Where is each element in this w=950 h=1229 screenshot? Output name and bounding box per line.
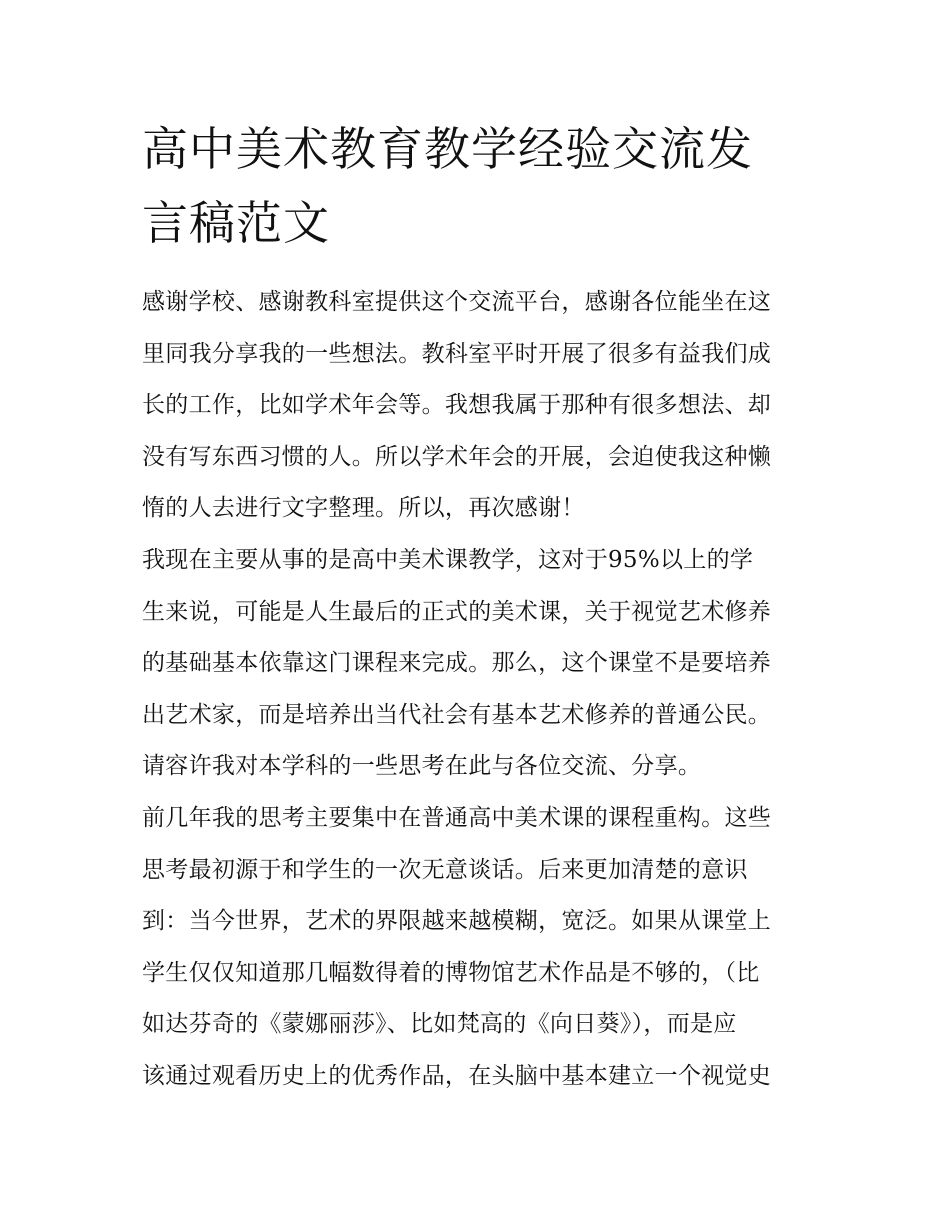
- text-line: 惰的人去进行文字整理。所以，再次感谢！: [142, 495, 585, 522]
- text-line: 前几年我的思考主要集中在普通高中美术课的课程重构。这些: [142, 804, 772, 831]
- text-line: 学生仅仅知道那几幅数得着的博物馆艺术作品是不够的，（比: [142, 959, 760, 986]
- text-line: 请容许我对本学科的一些思考在此与各位交流、分享。: [142, 753, 702, 780]
- title-line: 言稿范文: [142, 196, 330, 250]
- text-line: 感谢学校、感谢教科室提供这个交流平台，感谢各位能坐在这: [142, 289, 772, 315]
- text-line: 到：当今世界，艺术的界限越来越模糊，宽泛。如果从课堂上: [142, 908, 772, 935]
- text-line: 里同我分享我的一些想法。教科室平时开展了很多有益我们成: [142, 340, 772, 367]
- paragraph-2: [142, 540, 822, 798]
- document-title: [142, 112, 822, 260]
- document-body: [142, 282, 822, 1108]
- text-line: 该通过观看历史上的优秀作品，在头脑中基本建立一个视觉史: [142, 1062, 772, 1089]
- text-line: 的基础基本依靠这门课程来完成。那么，这个课堂不是要培养: [142, 650, 772, 677]
- text-line: 没有写东西习惯的人。所以学术年会的开展，会迫使我这种懒: [142, 443, 772, 470]
- title-line: 高中美术教育教学经验交流发: [142, 122, 753, 176]
- text-line: 出艺术家，而是培养出当代社会有基本艺术修养的普通公民。: [142, 701, 772, 728]
- paragraph-3: [142, 798, 822, 1108]
- text-line: 如达芬奇的《蒙娜丽莎》、比如梵高的《向日葵》），而是应: [142, 1011, 737, 1038]
- text-line: 我现在主要从事的是高中美术课教学，这对于95%以上的学: [142, 546, 754, 573]
- text-line: 思考最初源于和学生的一次无意谈话。后来更加清楚的意识: [142, 856, 748, 883]
- text-line: 长的工作，比如学术年会等。我想我属于那种有很多想法、却: [142, 392, 772, 419]
- paragraph-1: [142, 282, 822, 540]
- text-line: 生来说，可能是人生最后的正式的美术课，关于视觉艺术修养: [142, 598, 772, 625]
